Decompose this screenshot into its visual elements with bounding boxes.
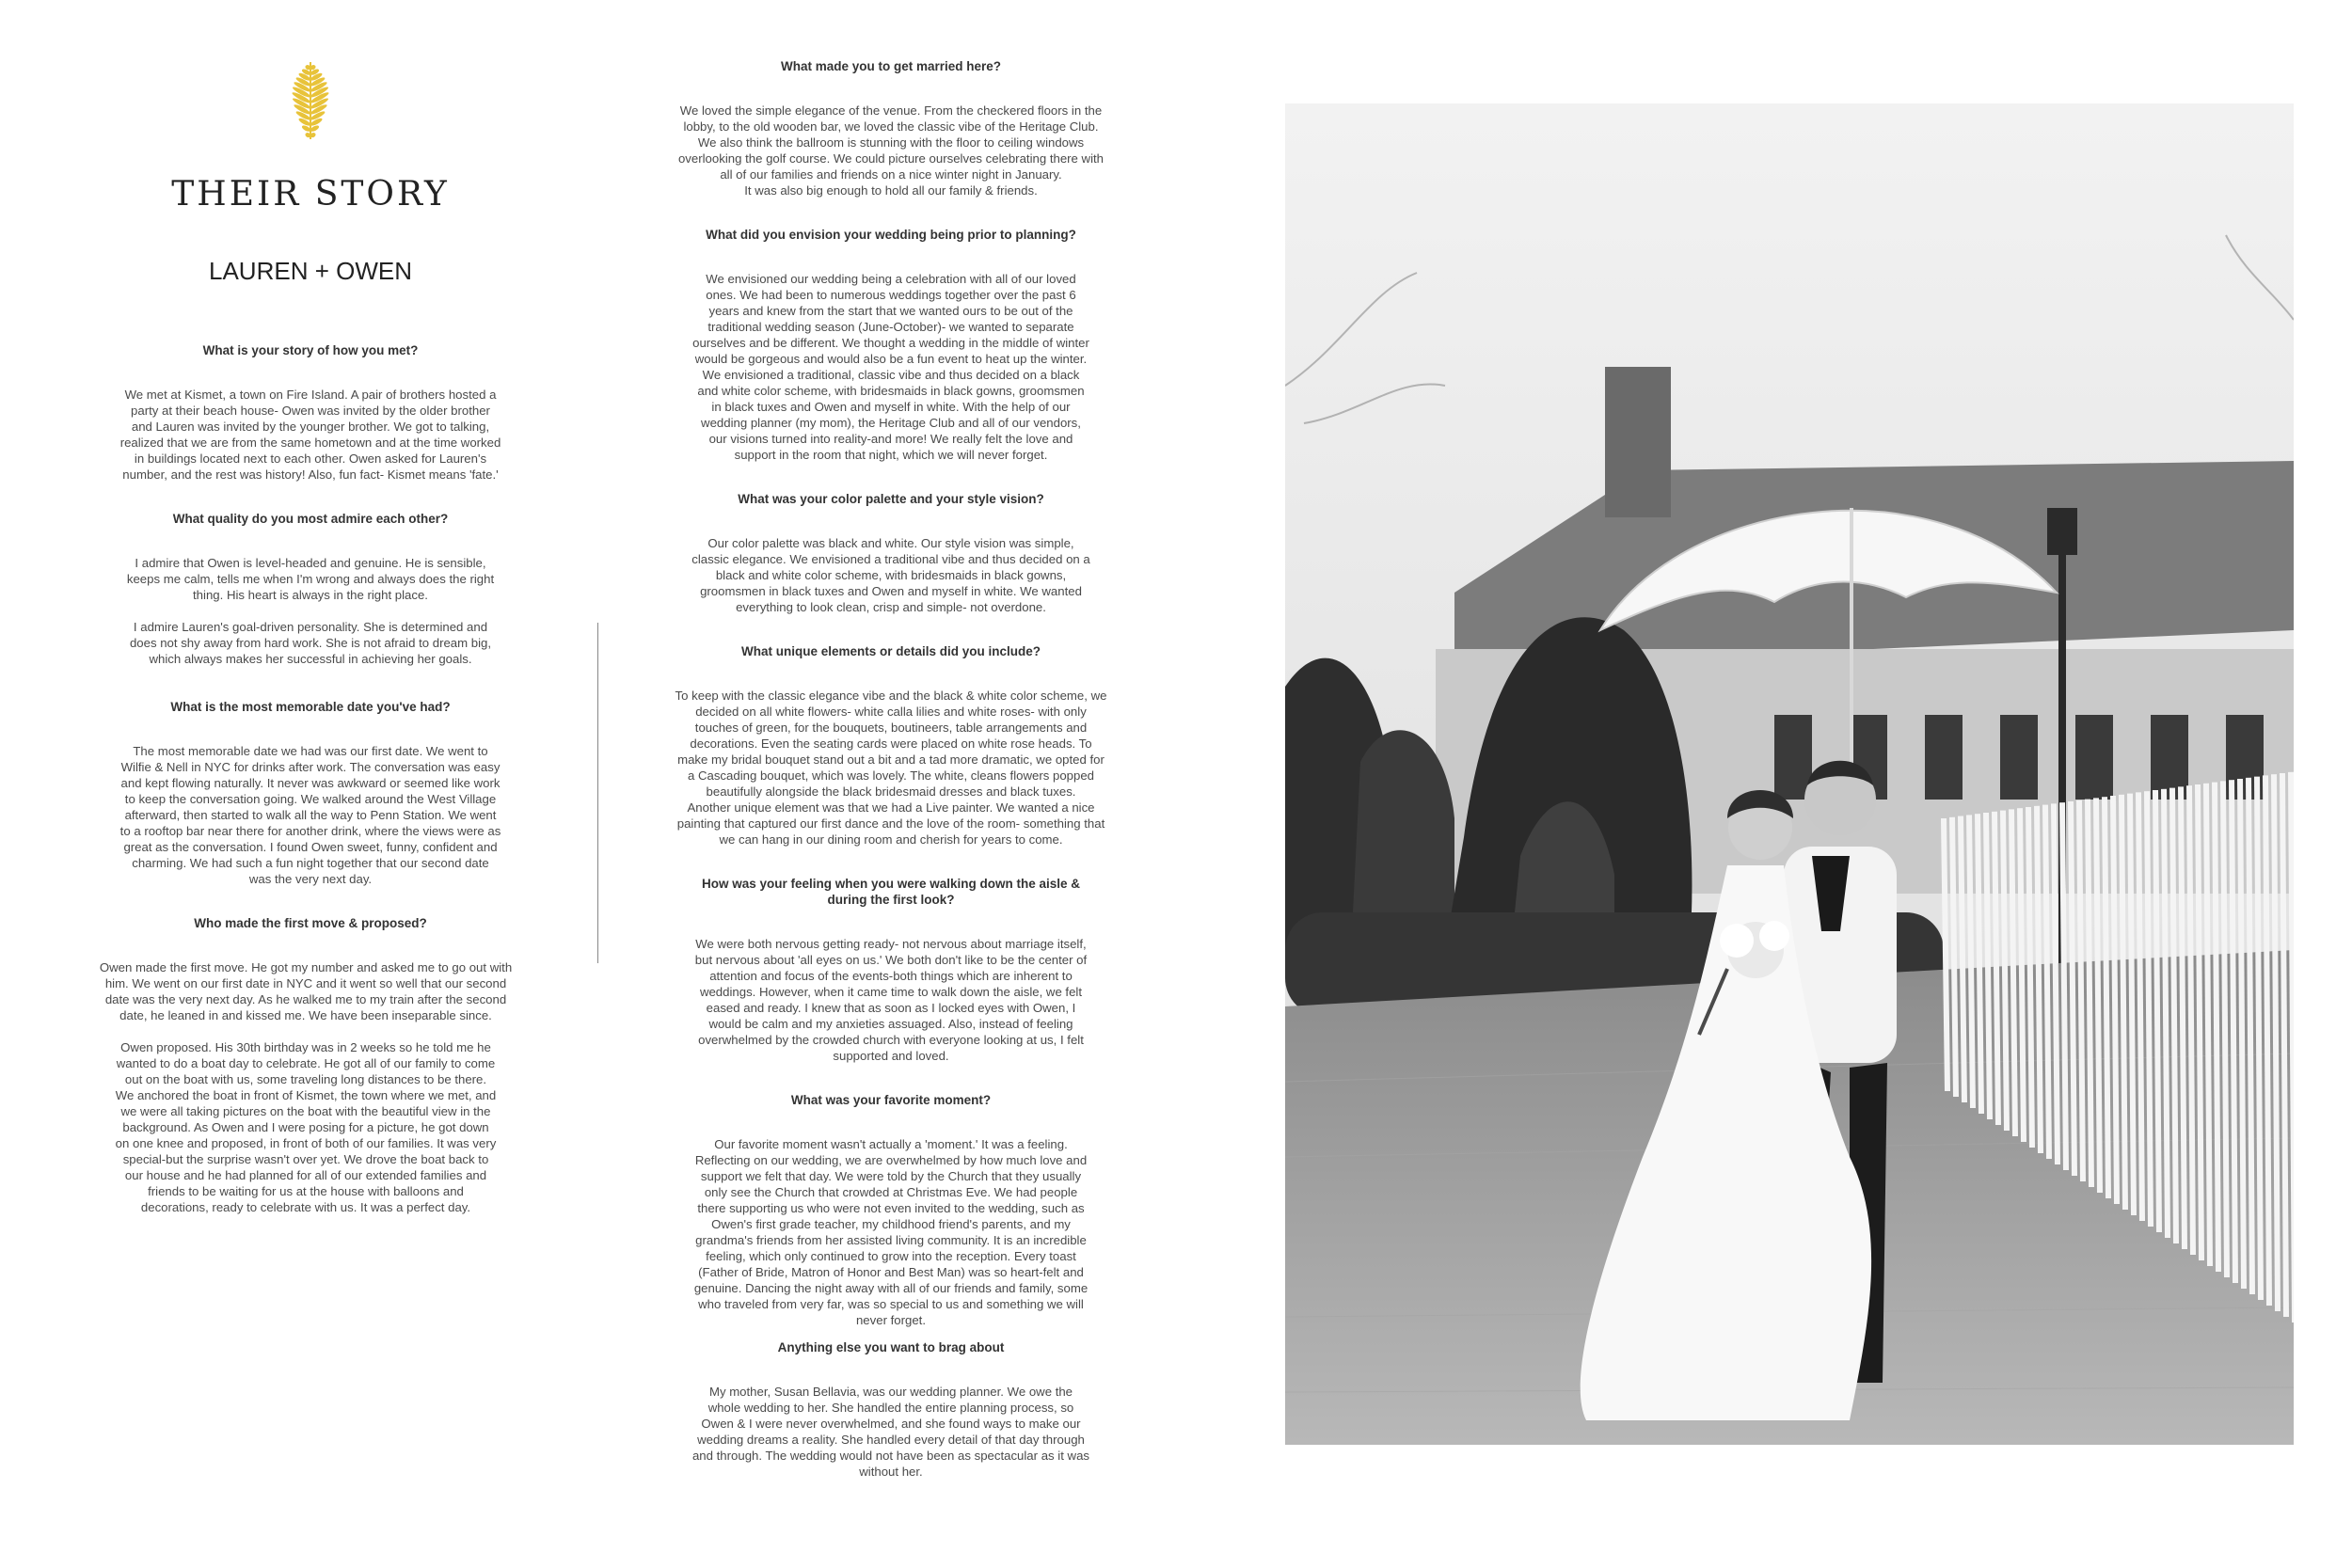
qa-block xyxy=(66,342,555,483)
qa-block xyxy=(651,1339,1131,1480)
couple-under-umbrella-image xyxy=(1285,103,2294,1445)
page-title: THEIR STORY xyxy=(171,175,450,214)
answer: Our color palette was black and white. Our style vision was simple, classic elegance. We envisioned a traditional vibe and thus decided on a black and white color scheme, with bridesmaids in black gowns, groomsmen in black tuxes and Owen and myself in white. We wanted everything to look clean, crisp and simple- not overdone. xyxy=(691,536,1090,614)
answer: We loved the simple elegance of the venue. From the checkered floors in the lobby, to the old wooden bar, we loved the classic vibe of the Heritage Club. We also think the ballroom is stunning with the floor to ceiling windows overlooking the golf course. We could picture ourselves celebrating there with all of our families and friends on a nice winter night in January. It was also big enough to hold all our family & friends. xyxy=(677,103,1104,198)
question: What is the most memorable date you've had? xyxy=(170,700,451,714)
qa-block xyxy=(66,915,555,1215)
qa-block xyxy=(651,876,1131,1064)
qa-block xyxy=(651,58,1131,198)
answer: Our favorite moment wasn't actually a 'moment.' It was a feeling. Reflecting on our wedding, we are overwhelmed by how much love and support we felt that day. We were told by the Church that they usually only see the Church that crowded at Christmas Eve. We had people there supporting us who were not even invited to the wedding, such as Owen's first grade teacher, my childhood friend's parents, and my grandma's friends from her assisted living community. It is an incredible feeling, which only continued to grow into the reception. Every toast (Father of Bride, Matron of Honor and Best Man) was so heart-felt and genuine. Dancing the night away with all of our friends and family, some who traveled from very far, was so special to us and something we will never forget. xyxy=(693,1137,1089,1327)
answer: Owen made the first move. He got my number and asked me to go out with him. We went on our first date in NYC and it went so well that our second date was the very next day. As he walked me to my train after the second date, he leaned in and kissed me. We have been inseparable since. Owen proposed. His 30th birthday was in 2 weeks so he told me he wanted to do a boat day to celebrate. He got all of our family to come out on the boat with us, some traveling long distances to be there. We anchored the boat in front of Kismet, the town where we met, and we were all taking pictures on the boat with the beautiful view in the background. As Owen and I were posing for a picture, he got down on one knee and proposed, in front of both of our families. It was very special-but the surprise wasn't over yet. We drove the boat back to our house and he had planned for all of our extended families and friends to be waiting for us at the house with balloons and decorations, ready to celebrate with us. It was a perfect day. xyxy=(99,960,513,1214)
question: What was your color palette and your style vision? xyxy=(738,492,1044,506)
left-column xyxy=(66,56,555,1215)
answer: I admire that Owen is level-headed and genuine. He is sensible, keeps me calm, tells me when I'm wrong and always does the right thing. His heart is always in the right place. I admire Lauren's goal-driven personality. She is determined and does not shy away from hard work. She is not afraid to dream big, which always makes her successful in achieving her goals. xyxy=(126,556,495,666)
qa-block xyxy=(651,227,1131,463)
qa-block xyxy=(651,491,1131,615)
fern-leaf-icon xyxy=(282,56,339,141)
qa-block xyxy=(66,511,555,667)
answer: My mother, Susan Bellavia, was our wedding planner. We owe the whole wedding to her. She handled the entire planning process, so Owen & I were never overwhelmed, and she found ways to make our wedding dreams a reality. She handled every detail of that day through and through. The wedding would not have been as spectacular as it was without her. xyxy=(691,1385,1090,1479)
couple-names: LAUREN + OWEN xyxy=(209,257,412,285)
answer: We met at Kismet, a town on Fire Island. A pair of brothers hosted a party at their beach house- Owen was invited by the older brother and Lauren was invited by the younger brother. We got to talking, realized that we are from the same hometown and at the time worked in buildings located next to each other. Owen asked for Lauren's number, and the rest was history! Also, fun fact- Kismet means 'fate.' xyxy=(119,388,501,482)
question: What is your story of how you met? xyxy=(202,343,419,357)
answer: The most memorable date we had was our first date. We went to Wilfie & Nell in NYC for drinks after work. The conversation was easy and kept flowing naturally. It never was awkward or seemed like work to keep the conversation going. We walked around the West Village afterward, then started to walk all the way to Penn Station. We went to a rooftop bar near there for another drink, where the views were as great as the conversation. I found Owen sweet, funny, confident and charming. We had such a fun night together that our second date was the very next day. xyxy=(119,744,501,886)
question: What did you envision your wedding being prior to planning? xyxy=(706,228,1076,242)
question: What quality do you most admire each other? xyxy=(172,512,449,526)
answer: To keep with the classic elegance vibe and the black & white color scheme, we decided on all white flowers- white calla lilies and white roses- with only touches of green, for the bouquets, boutineers, table arrangements and decorations. Even the seating cards were placed on white rose heads. To make my bridal bouquet stand out a bit and a tad more dramatic, we opted for a Cascading bouquet, which was lovely. The white, cleans flowers popped beautifully alongside the black bridesmaid dresses and black tuxes. Another unique element was that we had a Live painter. We wanted a nice painting that captured our first dance and the love of the room- something that we can hang in our dining room and cherish for years to come. xyxy=(675,689,1107,847)
question: How was your feeling when you were walking down the aisle & during the first look? xyxy=(701,877,1081,907)
question: Who made the first move & proposed? xyxy=(194,916,427,930)
question: What unique elements or details did you include? xyxy=(740,644,1041,658)
question: What was your favorite moment? xyxy=(790,1093,992,1107)
answer: We envisioned our wedding being a celebration with all of our loved ones. We had been to numerous weddings together over the past 6 years and knew from the start that we wanted ours to be out of the traditional wedding season (June-October)- we wanted to separate ourselves and be different. We thought a wedding in the middle of winter would be gorgeous and would also be a fun event to heat up the winter. We envisioned a traditional, classic vibe and thus decided on a black and white color scheme, with bridesmaids in black gowns, groomsmen in black tuxes and Owen and myself in white. With the help of our wedding planner (my mom), the Heritage Club and all of our vendors, our visions turned into reality-and more! We really felt the love and support in the room that night, which we will never forget. xyxy=(692,272,1089,462)
answer: We were both nervous getting ready- not nervous about marriage itself, but nervous about 'all eyes on us.' We both don't like to be the center of attention and focus of the events-both things which are inherent to weddings. However, when it came time to walk down the aisle, we felt eased and ready. I knew that as soon as I locked eyes with Owen, I would be calm and my anxieties assuaged. Also, instead of feeling overwhelmed by the crowded church with everyone looking at us, I felt supported and loved. xyxy=(694,937,1088,1063)
column-divider xyxy=(597,623,598,963)
qa-block xyxy=(651,643,1131,847)
middle-column xyxy=(651,58,1131,1480)
qa-block xyxy=(66,699,555,887)
question: What made you to get married here? xyxy=(780,59,1002,73)
couple-photo xyxy=(1285,103,2294,1445)
qa-block xyxy=(651,1092,1131,1328)
question: Anything else you want to brag about xyxy=(777,1340,1005,1354)
